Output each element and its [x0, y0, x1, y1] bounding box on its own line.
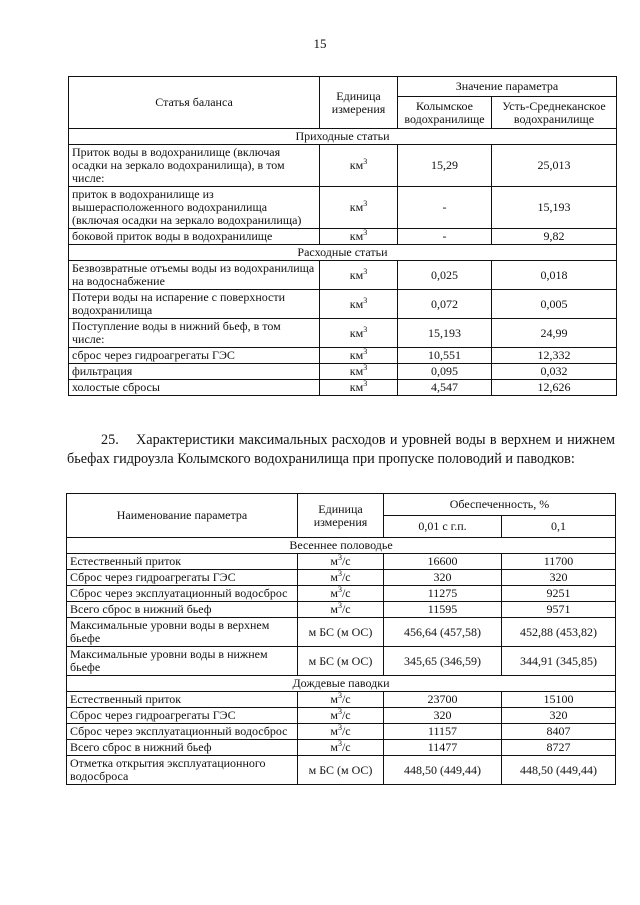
row-value-2: 452,88 (453,82): [502, 618, 616, 647]
header-ust-srednekan-reservoir: Усть-Среднеканское водохранилище: [492, 97, 617, 129]
row-value-1: 15,193: [398, 319, 492, 348]
row-label: фильтрация: [69, 364, 320, 380]
unit-superscript: 3: [337, 601, 342, 610]
unit-text: км: [349, 158, 364, 172]
unit-text: м БС (м ОС): [308, 762, 373, 777]
row-unit: [320, 348, 398, 364]
row-value-1: 10,551: [398, 348, 492, 364]
unit-tail: /с: [341, 724, 351, 738]
row-label: Сброс через эксплуатационный водосброс: [67, 724, 298, 740]
row-value-1: 11595: [384, 602, 502, 618]
row-value-1: 11477: [384, 740, 502, 756]
table-row: [67, 570, 616, 586]
row-label: Максимальные уровни воды в верхнем бьефе: [67, 618, 298, 647]
table-row: [67, 586, 616, 602]
unit-text: м: [330, 740, 338, 754]
unit-superscript: 3: [337, 585, 342, 594]
row-label: Приток воды в водохранилище (включая осадки на зеркало водохранилища), в том числе:: [69, 145, 320, 187]
row-value-2: 15,193: [492, 187, 617, 229]
row-value-2: 0,032: [492, 364, 617, 380]
table-row: [67, 554, 616, 570]
row-value-2: 9,82: [492, 229, 617, 245]
water-balance-table: [68, 76, 617, 396]
header-kolyma-reservoir: Колымское водохранилище: [398, 97, 492, 129]
row-unit: [320, 319, 398, 348]
unit-superscript: 3: [337, 569, 342, 578]
table-row: [67, 602, 616, 618]
table-row: [69, 187, 617, 229]
row-value-2: 0,018: [492, 261, 617, 290]
unit-superscript: 3: [363, 363, 368, 372]
row-label: приток в водохранилище из вышерасположенного водохранилища (включая осадки на зеркало водохранилища): [69, 187, 320, 229]
row-value-1: 11275: [384, 586, 502, 602]
table-row: [67, 647, 616, 676]
unit-text: км: [349, 267, 364, 282]
row-unit: [298, 602, 384, 618]
table-row: [67, 724, 616, 740]
row-unit: [298, 756, 384, 785]
row-label: Безвозвратные отъемы воды из водохранилища на водоснабжение: [69, 261, 320, 290]
header-parameter-name: Наименование параметра: [67, 494, 298, 538]
table-row: [67, 692, 616, 708]
header-parameter-value: Значение параметра: [398, 77, 617, 97]
table-row: [69, 364, 617, 380]
unit-superscript: 3: [363, 199, 368, 208]
row-value-1: 0,095: [398, 364, 492, 380]
section-rain-floods: Дождевые паводки: [67, 676, 616, 692]
row-label: Всего сброс в нижний бьеф: [67, 740, 298, 756]
paragraph-number: 25.: [101, 432, 119, 448]
row-value-1: 345,65 (346,59): [384, 647, 502, 676]
row-unit: [320, 380, 398, 396]
row-label: Всего сброс в нижний бьеф: [67, 602, 298, 618]
row-label: боковой приток воды в водохранилище: [69, 229, 320, 245]
row-label: Потери воды на испарение с поверхности водохранилища: [69, 290, 320, 319]
row-value-2: 8407: [502, 724, 616, 740]
row-value-2: 12,332: [492, 348, 617, 364]
unit-text: км: [349, 348, 364, 362]
unit-superscript: 3: [363, 266, 368, 276]
unit-text: м: [330, 570, 338, 584]
row-unit: [298, 692, 384, 708]
row-value-1: 320: [384, 708, 502, 724]
unit-superscript: 3: [363, 228, 368, 237]
unit-tail: /с: [341, 554, 351, 568]
unit-superscript: 3: [363, 347, 368, 356]
table-row: [69, 261, 617, 290]
row-unit: [320, 261, 398, 290]
unit-tail: /с: [341, 602, 351, 616]
header-balance-item: Статья баланса: [69, 77, 320, 129]
unit-text: км: [349, 325, 364, 340]
flood-characteristics-table: [66, 493, 616, 785]
section-expense: Расходные статьи: [69, 245, 617, 261]
row-label: холостые сбросы: [69, 380, 320, 396]
unit-superscript: 3: [363, 324, 368, 334]
row-label: сброс через гидроагрегаты ГЭС: [69, 348, 320, 364]
unit-superscript: 3: [337, 707, 342, 716]
row-label: Отметка открытия эксплуатационного водосброса: [67, 756, 298, 785]
row-value-2: 15100: [502, 692, 616, 708]
row-value-2: 25,013: [492, 145, 617, 187]
row-value-2: 9251: [502, 586, 616, 602]
row-value-2: 8727: [502, 740, 616, 756]
row-value-1: 4,547: [398, 380, 492, 396]
unit-text: км: [349, 364, 364, 378]
row-unit: [298, 724, 384, 740]
row-unit: [298, 618, 384, 647]
row-value-2: 448,50 (449,44): [502, 756, 616, 785]
unit-superscript: 3: [337, 739, 342, 748]
unit-text: км: [349, 380, 364, 394]
row-value-1: 0,072: [398, 290, 492, 319]
row-unit: [298, 708, 384, 724]
paragraph-25: [67, 431, 615, 469]
header-probability-001: 0,01 с г.п.: [384, 516, 502, 538]
row-value-1: -: [398, 229, 492, 245]
row-unit: [320, 229, 398, 245]
unit-superscript: 3: [363, 157, 368, 166]
row-value-2: 344,91 (345,85): [502, 647, 616, 676]
row-value-2: 320: [502, 708, 616, 724]
row-value-2: 9571: [502, 602, 616, 618]
unit-text: м БС (м ОС): [308, 653, 373, 668]
row-value-1: 456,64 (457,58): [384, 618, 502, 647]
header-probability: Обеспеченность, %: [384, 494, 616, 516]
table-row: [67, 708, 616, 724]
row-value-2: 24,99: [492, 319, 617, 348]
row-value-1: 23700: [384, 692, 502, 708]
row-value-2: 11700: [502, 554, 616, 570]
row-value-1: 0,025: [398, 261, 492, 290]
row-label: Сброс через эксплуатационный водосброс: [67, 586, 298, 602]
section-income: Приходные статьи: [69, 129, 617, 145]
paragraph-text: Характеристики максимальных расходов и уровней воды в верхнем и нижнем бьефах гидроузла Колымского водохранилища при пропуске половодий и паводков:: [67, 432, 615, 467]
row-value-1: 11157: [384, 724, 502, 740]
row-value-1: 320: [384, 570, 502, 586]
unit-superscript: 3: [363, 379, 368, 388]
table-row: [69, 290, 617, 319]
header-unit: Единица измерения: [320, 77, 398, 129]
unit-text: м БС (м ОС): [308, 624, 373, 639]
row-unit: [298, 570, 384, 586]
row-unit: [320, 145, 398, 187]
page-number: 15: [313, 36, 327, 51]
table-row: [67, 756, 616, 785]
unit-text: км: [349, 229, 364, 243]
unit-text: км: [349, 200, 364, 214]
row-unit: [320, 290, 398, 319]
table-row: [69, 229, 617, 245]
unit-text: м: [330, 724, 338, 738]
row-unit: [298, 647, 384, 676]
unit-superscript: 3: [337, 691, 342, 700]
unit-text: км: [349, 296, 364, 311]
row-value-2: 12,626: [492, 380, 617, 396]
unit-text: м: [330, 602, 338, 616]
table-row: [67, 740, 616, 756]
row-label: Максимальные уровни воды в нижнем бьефе: [67, 647, 298, 676]
row-value-2: 0,005: [492, 290, 617, 319]
unit-text: м: [330, 708, 338, 722]
row-value-1: 448,50 (449,44): [384, 756, 502, 785]
unit-superscript: 3: [363, 295, 368, 305]
row-value-1: 16600: [384, 554, 502, 570]
unit-superscript: 3: [337, 553, 342, 562]
section-spring-flood: Весеннее половодье: [67, 538, 616, 554]
row-value-1: 15,29: [398, 145, 492, 187]
row-unit: [320, 364, 398, 380]
table-row: [69, 145, 617, 187]
row-unit: [298, 740, 384, 756]
row-label: Сброс через гидроагрегаты ГЭС: [67, 570, 298, 586]
row-label: Поступление воды в нижний бьеф, в том числе:: [69, 319, 320, 348]
unit-tail: /с: [341, 708, 351, 722]
row-label: Естественный приток: [67, 692, 298, 708]
unit-tail: /с: [341, 570, 351, 584]
unit-superscript: 3: [337, 723, 342, 732]
table-row: [69, 319, 617, 348]
row-unit: [320, 187, 398, 229]
row-value-1: -: [398, 187, 492, 229]
row-unit: [298, 586, 384, 602]
unit-tail: /с: [341, 586, 351, 600]
unit-text: м: [330, 586, 338, 600]
row-label: Естественный приток: [67, 554, 298, 570]
unit-tail: /с: [341, 740, 351, 754]
row-value-2: 320: [502, 570, 616, 586]
unit-text: м: [330, 692, 338, 706]
row-unit: [298, 554, 384, 570]
header-unit: Единица измерения: [298, 494, 384, 538]
row-label: Сброс через гидроагрегаты ГЭС: [67, 708, 298, 724]
table-row: [69, 348, 617, 364]
unit-tail: /с: [341, 692, 351, 706]
header-probability-01: 0,1: [502, 516, 616, 538]
table-row: [69, 380, 617, 396]
unit-text: м: [330, 554, 338, 568]
table-row: [67, 618, 616, 647]
